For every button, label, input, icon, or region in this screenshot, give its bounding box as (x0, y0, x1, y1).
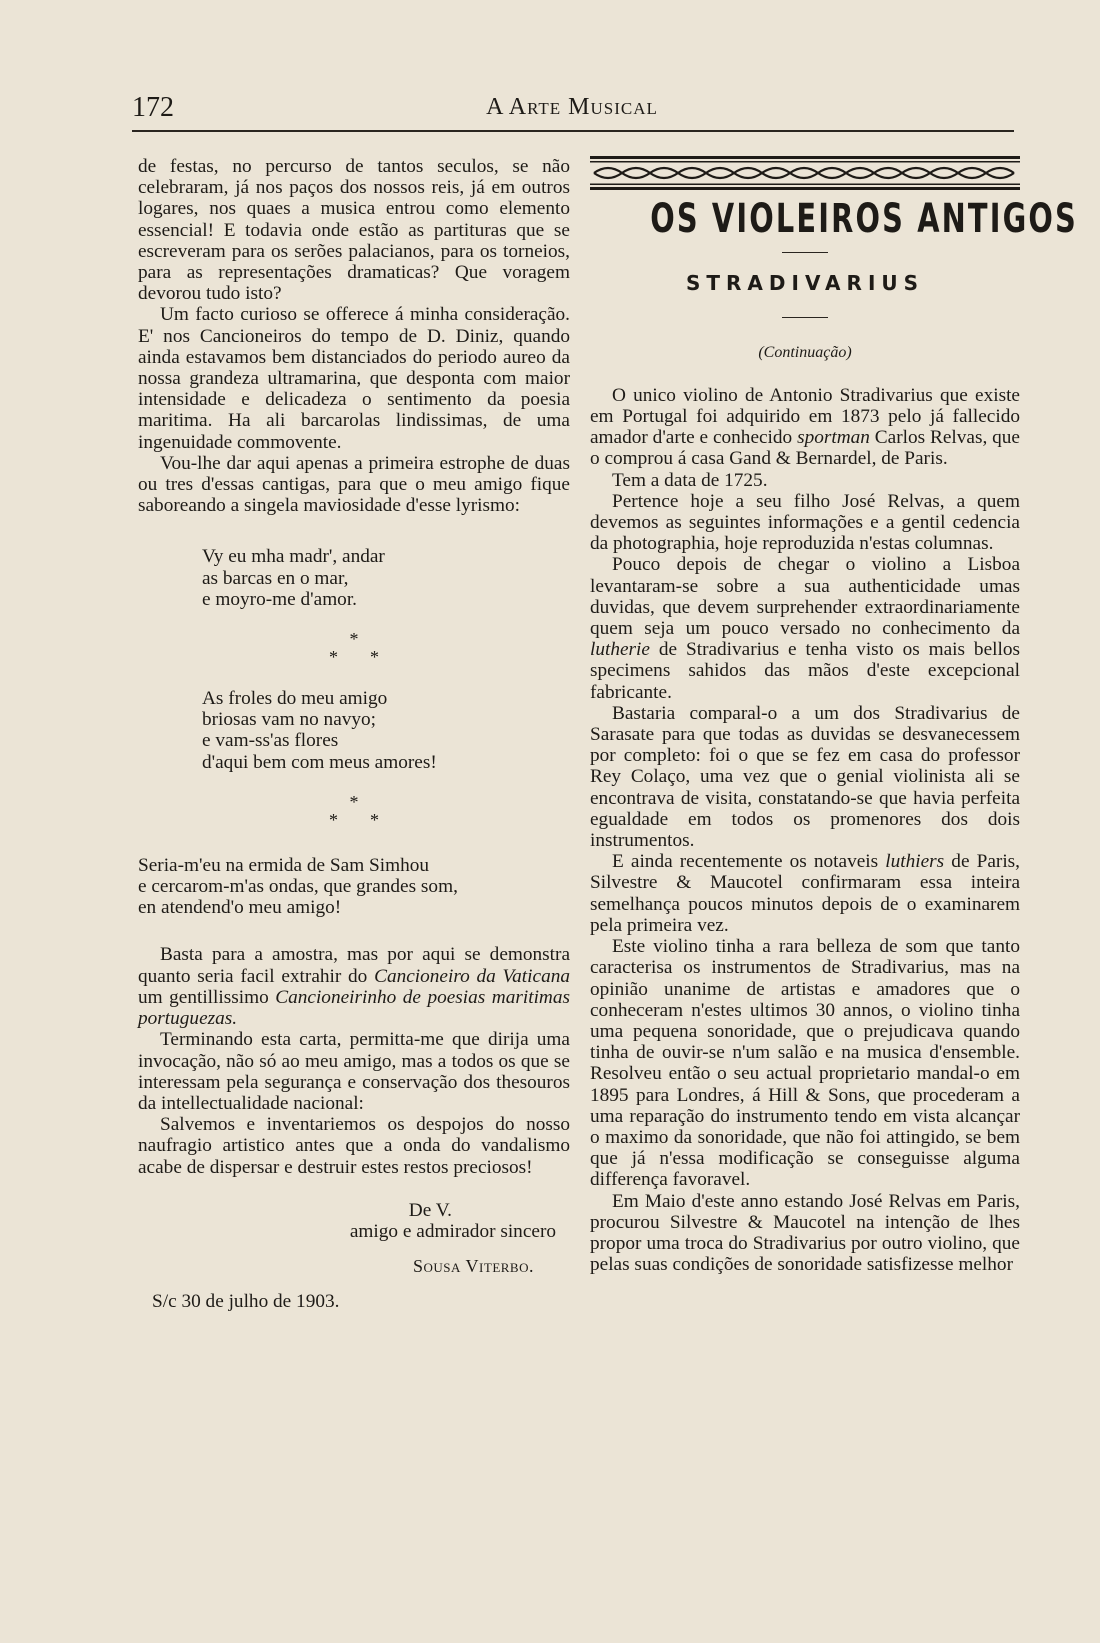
signoff-line: De V. (408, 1199, 452, 1221)
verse-2 (138, 688, 570, 773)
verse-line: d'aqui bem com meus amores! (202, 751, 437, 773)
verse-line: Vy eu mha madr', andar (202, 546, 385, 568)
left-column (138, 156, 570, 1313)
header-rule (132, 130, 1014, 132)
running-title: A Arte Musical (486, 94, 658, 120)
right-paragraph-8: Em Maio d'este anno estando José Relvas em Paris, procurou Silvestre & Maucotel na intenção de lhes propor uma troca do Stradivarius por outro violino, que pelas suas condições de sonoridade satisfizesse melhor (590, 1190, 1020, 1276)
left-paragraph-1: de festas, no percurso de tantos seculos, se não celebraram, já nos paços dos nossos reis, já em outros logares, nos quaes a musica entrou como elemento essencial! E todavia onde estão as partituras que se escreveram para os serões palacianos, para os torneios, para as representações dramaticas? Que voragem devorou tudo isto? (138, 156, 570, 305)
text-run: um gentillissimo (138, 986, 276, 1008)
right-paragraph-2: Tem a data de 1725. (612, 469, 768, 491)
verse-line: briosas vam no navyo; (202, 709, 377, 731)
author-name: Sousa Viterbo. (412, 1256, 534, 1277)
ornament-band-icon (590, 156, 1020, 190)
signature-block (138, 1200, 570, 1313)
verse-line: as barcas en o mar, (202, 567, 349, 589)
continuation-note: (Continuação) (758, 343, 852, 361)
left-paragraph-2: Um facto curioso se offerece á minha consideração. E' nos Cancioneiros do tempo de D. Diniz, quando ainda estavamos bem distanciados do periodo aureo da nossa grandeza ultramarina, que desponta com maior intensidade e delicadeza o sentimento da poesia maritima. Ha ali barcarolas lindissimas, de uma ingenuidade commovente. (138, 304, 570, 453)
right-paragraph-7: Este violino tinha a rara belleza de som que tanto caracterisa os instrumentos de Stradivarius, mas na opinião unanime de artistas e amadores que o conheceram n'estes ultimos 30 annos, o violino tinha uma pequena sonoridade, que o prejudicava quando tinha de ouvir-se n'um salão e na musica d'ensemble. Resolveu então o seu actual proprietario mandal-o em 1895 para Londres, á Hill & Sons, que procederam a uma reparação do instrumento tendo em vista alcançar o maximo da sonoridade, que não foi attingido, se bem que já n'essa modificação se conseguisse alguma differença favoravel. (590, 936, 1020, 1191)
left-paragraph-4 (138, 944, 570, 1029)
verse-line: e vam-ss'as flores (202, 730, 339, 752)
text-run: de Stradivarius e tenha visto os mais bellos specimens sahidos das mãos d'este excepcional fabricante. (590, 639, 1020, 703)
signoff-line: amigo e admirador sincero (349, 1220, 556, 1242)
star: * (349, 791, 359, 812)
page-header (132, 92, 1012, 132)
star: * (349, 629, 359, 650)
verse-line: e cercarom-m'as ondas, que grandes som, (138, 876, 458, 898)
subtitle-rule (782, 317, 828, 318)
italic-run: lutherie (590, 639, 650, 661)
verse-line: en atendend'o meu amigo! (138, 897, 342, 919)
verse-1 (138, 546, 570, 610)
text-run: de Paris, Silvestre & Maucotel confirmaram essa inteira semelhança poucos minutos depois de o examinarem pela primeira vez. (590, 851, 1020, 936)
verse-line: Seria-m'eu na ermida de Sam Simhou (138, 854, 430, 876)
left-paragraph-5: Terminando esta carta, permitta-me que dirija uma invocação, não só ao meu amigo, mas a todos os que se interessam pela segurança e conservação dos thesouros da intellectualidade nacional: (138, 1029, 570, 1114)
right-paragraph-5: Bastaria comparal-o a um dos Stradivarius de Sarasate para que todas as duvidas se desvanecessem por completo: foi o que se fez em casa do professor Rey Colaço, uma vez que o genial violinista ali se encontrava de visita, constatando-se que havia perfeita egualdade em todos os promenores dos dois instrumentos. (590, 702, 1020, 852)
right-paragraph-1 (590, 385, 1020, 470)
right-column (590, 156, 1078, 1276)
star: * (370, 809, 379, 830)
verse-line: e moyro-me d'amor. (202, 588, 358, 610)
article-subtitle: STRADIVARIUS (685, 271, 925, 296)
text-run: Basta para a amostra, mas por aqui se demonstra quanto seria facil extrahir do (138, 944, 570, 987)
text-run: Pouco depois de chegar o violino a Lisboa levantaram-se sobre a sua authenticidade umas duvidas, que devem surprehender extraordinariamente quem seja um pouco versado no conhecimento da (590, 554, 1020, 640)
text-run: Carlos Relvas, que o comprou á casa Gand & Bernardel, de Paris. (590, 427, 1020, 470)
left-paragraph-3: Vou-lhe dar aqui apenas a primeira estrophe de duas ou tres d'essas cantigas, para que o meu amigo fique saboreando a singela maviosidade d'esse lyrismo: (138, 452, 570, 517)
italic-run: luthiers (885, 851, 945, 873)
left-paragraph-6: Salvemos e inventariemos os despojos do nosso naufragio artistico antes que a onda do vandalismo acabe de dispersar e destruir estes restos preciosos! (138, 1114, 570, 1178)
article-title: OS VIOLEIROS ANTIGOS (650, 196, 1078, 243)
italic-run: Cancioneiro da Vaticana (374, 965, 570, 987)
letter-date: S/c 30 de julho de 1903. (152, 1291, 340, 1313)
right-paragraph-6 (590, 851, 1020, 936)
right-paragraph-3: Pertence hoje a seu filho José Relvas, a quem devemos as seguintes informações e a gentil cedencia da photographia, hoje reproduzida n'estas columnas. (590, 490, 1020, 555)
verse-3 (138, 855, 570, 919)
star: * (329, 809, 338, 830)
verse-line: As froles do meu amigo (202, 688, 388, 710)
text-run: O unico violino de Antonio Stradivarius que existe em Portugal foi adquirido em 1873 pelo já fallecido amador d'arte e conhecido (590, 384, 1020, 449)
text-run: E ainda recentemente os notaveis (612, 851, 886, 873)
asterism-2 (138, 793, 570, 829)
right-paragraph-4 (590, 554, 1020, 702)
page-number: 172 (132, 92, 174, 123)
italic-run: Cancioneirinho de poesias maritimas portuguezas. (138, 986, 571, 1030)
asterism-1 (138, 630, 570, 666)
italic-run: sportman (797, 427, 870, 449)
star: * (370, 647, 379, 668)
star: * (329, 647, 338, 668)
title-rule (782, 252, 828, 253)
